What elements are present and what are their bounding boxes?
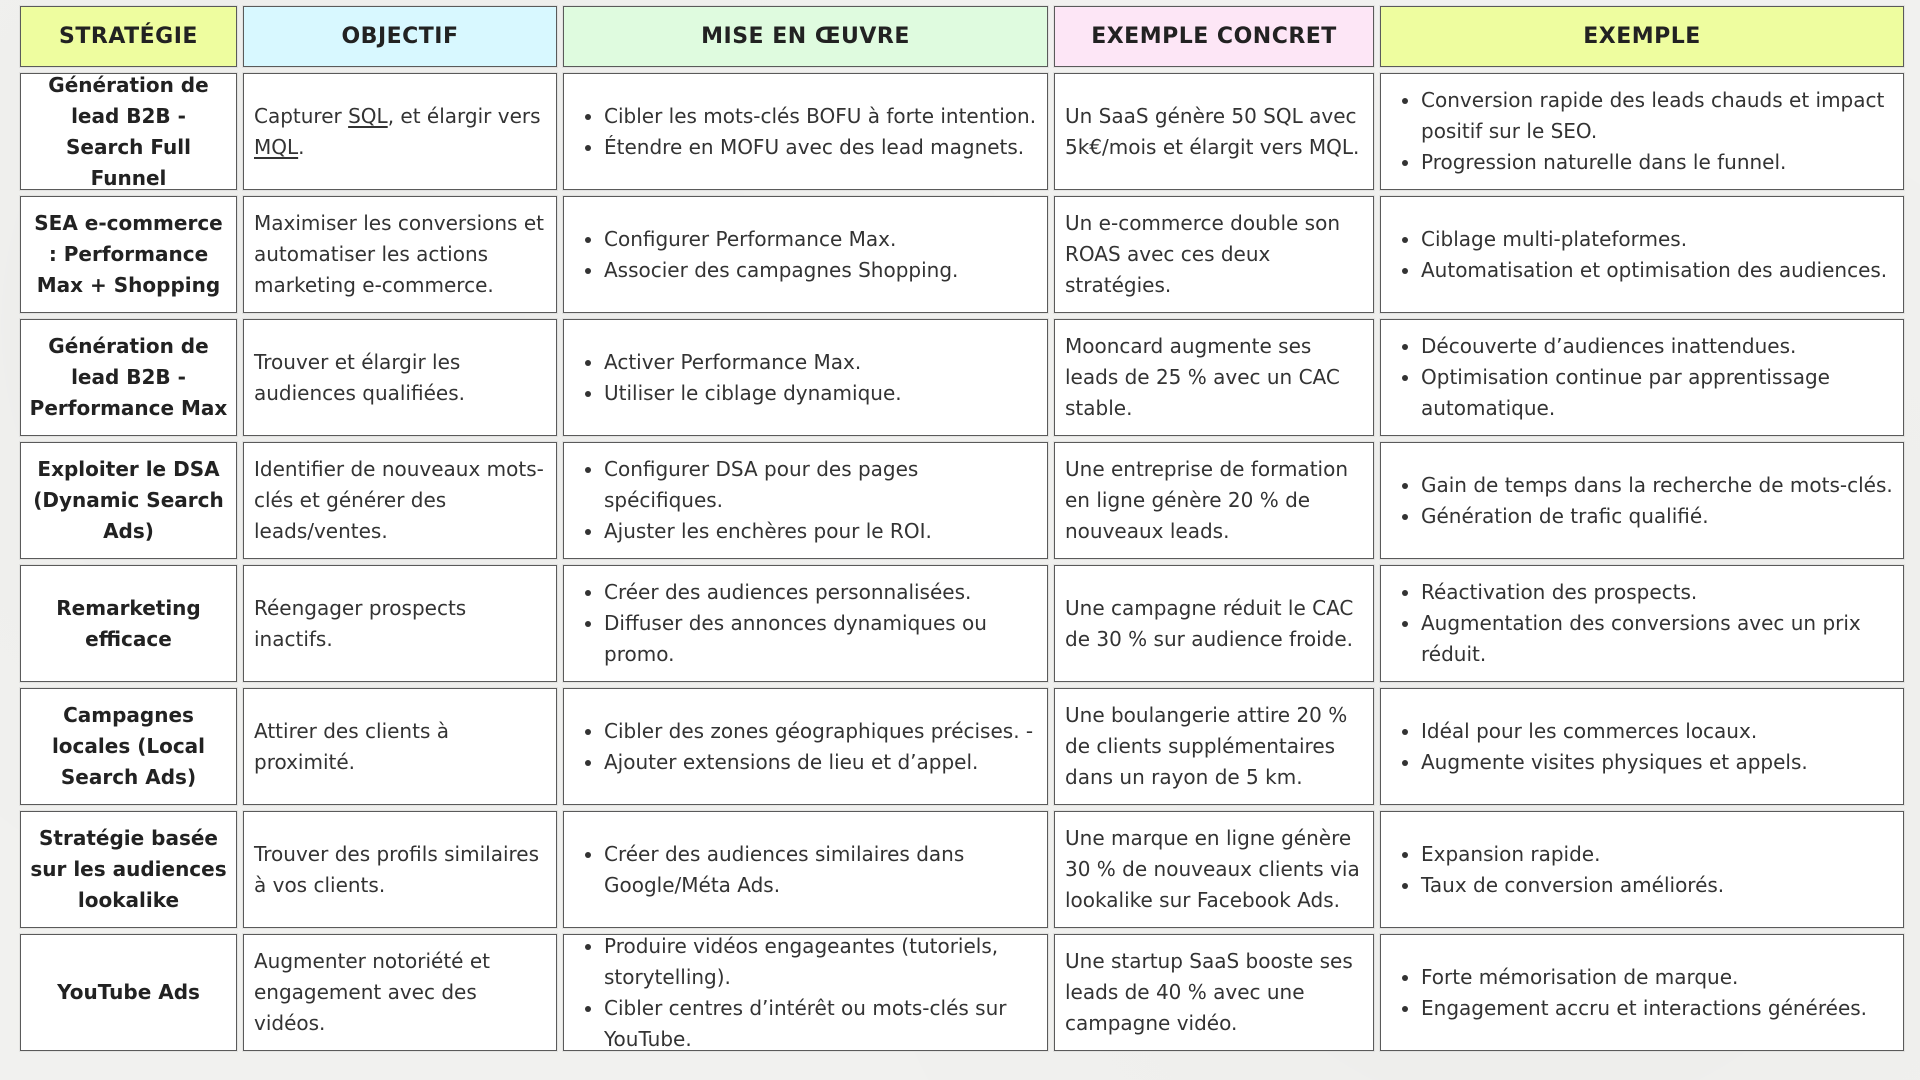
objective-text: Capturer SQL, et élargir vers MQL.	[254, 103, 541, 159]
list-item: • Forte mémorisation de marque.	[1421, 962, 1867, 993]
list-item: • Cibler centres d’intérêt ou mots-clés sur YouTube.	[604, 993, 1037, 1052]
concrete-example-cell: Un e-commerce double son ROAS avec ces deux stratégies.	[1054, 196, 1374, 313]
concrete-example-cell: Une startup SaaS booste ses leads de 40 % avec une campagne vidéo.	[1054, 934, 1374, 1051]
list-item: • Diffuser des annonces dynamiques ou promo.	[604, 608, 1037, 670]
implementation-cell	[563, 442, 1048, 559]
header-objectif: OBJECTIF	[243, 6, 557, 67]
example-cell	[1380, 688, 1904, 805]
objective-cell: Trouver des profils similaires à vos clients.	[243, 811, 557, 928]
list-item: • Ciblage multi-plateformes.	[1421, 224, 1887, 255]
strategy-cell: YouTube Ads	[20, 934, 237, 1051]
implementation-list	[564, 839, 1037, 901]
implementation-cell	[563, 73, 1048, 190]
list-item: • Conversion rapide des leads chauds et impact positif sur le SEO.	[1421, 85, 1893, 147]
implementation-cell	[563, 688, 1048, 805]
objective-cell	[243, 73, 557, 190]
list-item: • Augmentation des conversions avec un prix réduit.	[1421, 608, 1893, 670]
list-item: • Étendre en MOFU avec des lead magnets.	[604, 132, 1036, 163]
list-item: • Gain de temps dans la recherche de mots-clés.	[1421, 470, 1893, 501]
example-list	[1381, 839, 1724, 901]
sql-abbreviation: SQL	[348, 103, 388, 128]
list-item: • Cibler des zones géographiques précises. -	[604, 716, 1033, 747]
list-item: • Associer des campagnes Shopping.	[604, 255, 958, 286]
list-item: • Idéal pour les commerces locaux.	[1421, 716, 1808, 747]
concrete-example-cell: Une campagne réduit le CAC de 30 % sur audience froide.	[1054, 565, 1374, 682]
implementation-list	[564, 577, 1037, 670]
strategy-cell: Génération de lead B2B - Performance Max	[20, 319, 237, 436]
header-exemple-concret: EXEMPLE CONCRET	[1054, 6, 1374, 67]
concrete-example-cell: Une marque en ligne génère 30 % de nouveaux clients via lookalike sur Facebook Ads.	[1054, 811, 1374, 928]
strategy-cell: Génération de lead B2B - Search Full Funnel	[20, 73, 237, 190]
implementation-cell	[563, 565, 1048, 682]
objective-cell: Réengager prospects inactifs.	[243, 565, 557, 682]
objective-cell: Identifier de nouveaux mots-clés et générer des leads/ventes.	[243, 442, 557, 559]
example-cell	[1380, 319, 1904, 436]
implementation-cell	[563, 934, 1048, 1051]
implementation-list	[564, 716, 1033, 778]
list-item: • Engagement accru et interactions générées.	[1421, 993, 1867, 1024]
concrete-example-cell: Mooncard augmente ses leads de 25 % avec un CAC stable.	[1054, 319, 1374, 436]
example-list	[1381, 716, 1808, 778]
objective-cell: Maximiser les conversions et automatiser les actions marketing e-commerce.	[243, 196, 557, 313]
implementation-list	[564, 347, 902, 409]
example-cell	[1380, 442, 1904, 559]
list-item: • Augmente visites physiques et appels.	[1421, 747, 1808, 778]
example-cell	[1380, 73, 1904, 190]
example-list	[1381, 224, 1887, 286]
example-list	[1381, 331, 1893, 424]
strategy-table	[20, 6, 1892, 1078]
header-strategie: STRATÉGIE	[20, 6, 237, 67]
list-item: • Automatisation et optimisation des audiences.	[1421, 255, 1887, 286]
header-mise-en-oeuvre: MISE EN ŒUVRE	[563, 6, 1048, 67]
implementation-list	[564, 934, 1037, 1051]
implementation-list	[564, 454, 1037, 547]
list-item: • Découverte d’audiences inattendues.	[1421, 331, 1893, 362]
mql-abbreviation: MQL	[254, 134, 299, 159]
list-item: • Expansion rapide.	[1421, 839, 1724, 870]
list-item: • Configurer Performance Max.	[604, 224, 958, 255]
example-cell	[1380, 934, 1904, 1051]
implementation-list	[564, 101, 1036, 163]
list-item: • Ajuster les enchères pour le ROI.	[604, 516, 1037, 547]
list-item: • Réactivation des prospects.	[1421, 577, 1893, 608]
list-item: • Utiliser le ciblage dynamique.	[604, 378, 902, 409]
objective-cell: Attirer des clients à proximité.	[243, 688, 557, 805]
strategy-cell: Stratégie basée sur les audiences lookalike	[20, 811, 237, 928]
concrete-example-cell: Une entreprise de formation en ligne génère 20 % de nouveaux leads.	[1054, 442, 1374, 559]
concrete-example-cell: Un SaaS génère 50 SQL avec 5k€/mois et élargit vers MQL.	[1054, 73, 1374, 190]
list-item: • Ajouter extensions de lieu et d’appel.	[604, 747, 1033, 778]
list-item: • Créer des audiences personnalisées.	[604, 577, 1037, 608]
strategy-cell: Remarketing efficace	[20, 565, 237, 682]
example-cell	[1380, 565, 1904, 682]
list-item: • Produire vidéos engageantes (tutoriels, storytelling).	[604, 934, 1037, 993]
implementation-list	[564, 224, 958, 286]
example-list	[1381, 962, 1867, 1024]
implementation-cell	[563, 196, 1048, 313]
header-exemple: EXEMPLE	[1380, 6, 1904, 67]
list-item: • Activer Performance Max.	[604, 347, 902, 378]
example-list	[1381, 85, 1893, 178]
list-item: • Cibler les mots-clés BOFU à forte intention.	[604, 101, 1036, 132]
strategy-cell: SEA e-commerce : Performance Max + Shopping	[20, 196, 237, 313]
example-cell	[1380, 811, 1904, 928]
example-list	[1381, 577, 1893, 670]
list-item: • Génération de trafic qualifié.	[1421, 501, 1893, 532]
list-item: • Taux de conversion améliorés.	[1421, 870, 1724, 901]
strategy-cell: Campagnes locales (Local Search Ads)	[20, 688, 237, 805]
list-item: • Créer des audiences similaires dans Google/Méta Ads.	[604, 839, 1037, 901]
list-item: • Progression naturelle dans le funnel.	[1421, 147, 1893, 178]
list-item: • Configurer DSA pour des pages spécifiques.	[604, 454, 1037, 516]
objective-cell: Trouver et élargir les audiences qualifiées.	[243, 319, 557, 436]
example-list	[1381, 470, 1893, 532]
concrete-example-cell: Une boulangerie attire 20 % de clients supplémentaires dans un rayon de 5 km.	[1054, 688, 1374, 805]
implementation-cell	[563, 319, 1048, 436]
example-cell	[1380, 196, 1904, 313]
objective-cell: Augmenter notoriété et engagement avec des vidéos.	[243, 934, 557, 1051]
strategy-cell: Exploiter le DSA (Dynamic Search Ads)	[20, 442, 237, 559]
implementation-cell	[563, 811, 1048, 928]
list-item: • Optimisation continue par apprentissage automatique.	[1421, 362, 1893, 424]
